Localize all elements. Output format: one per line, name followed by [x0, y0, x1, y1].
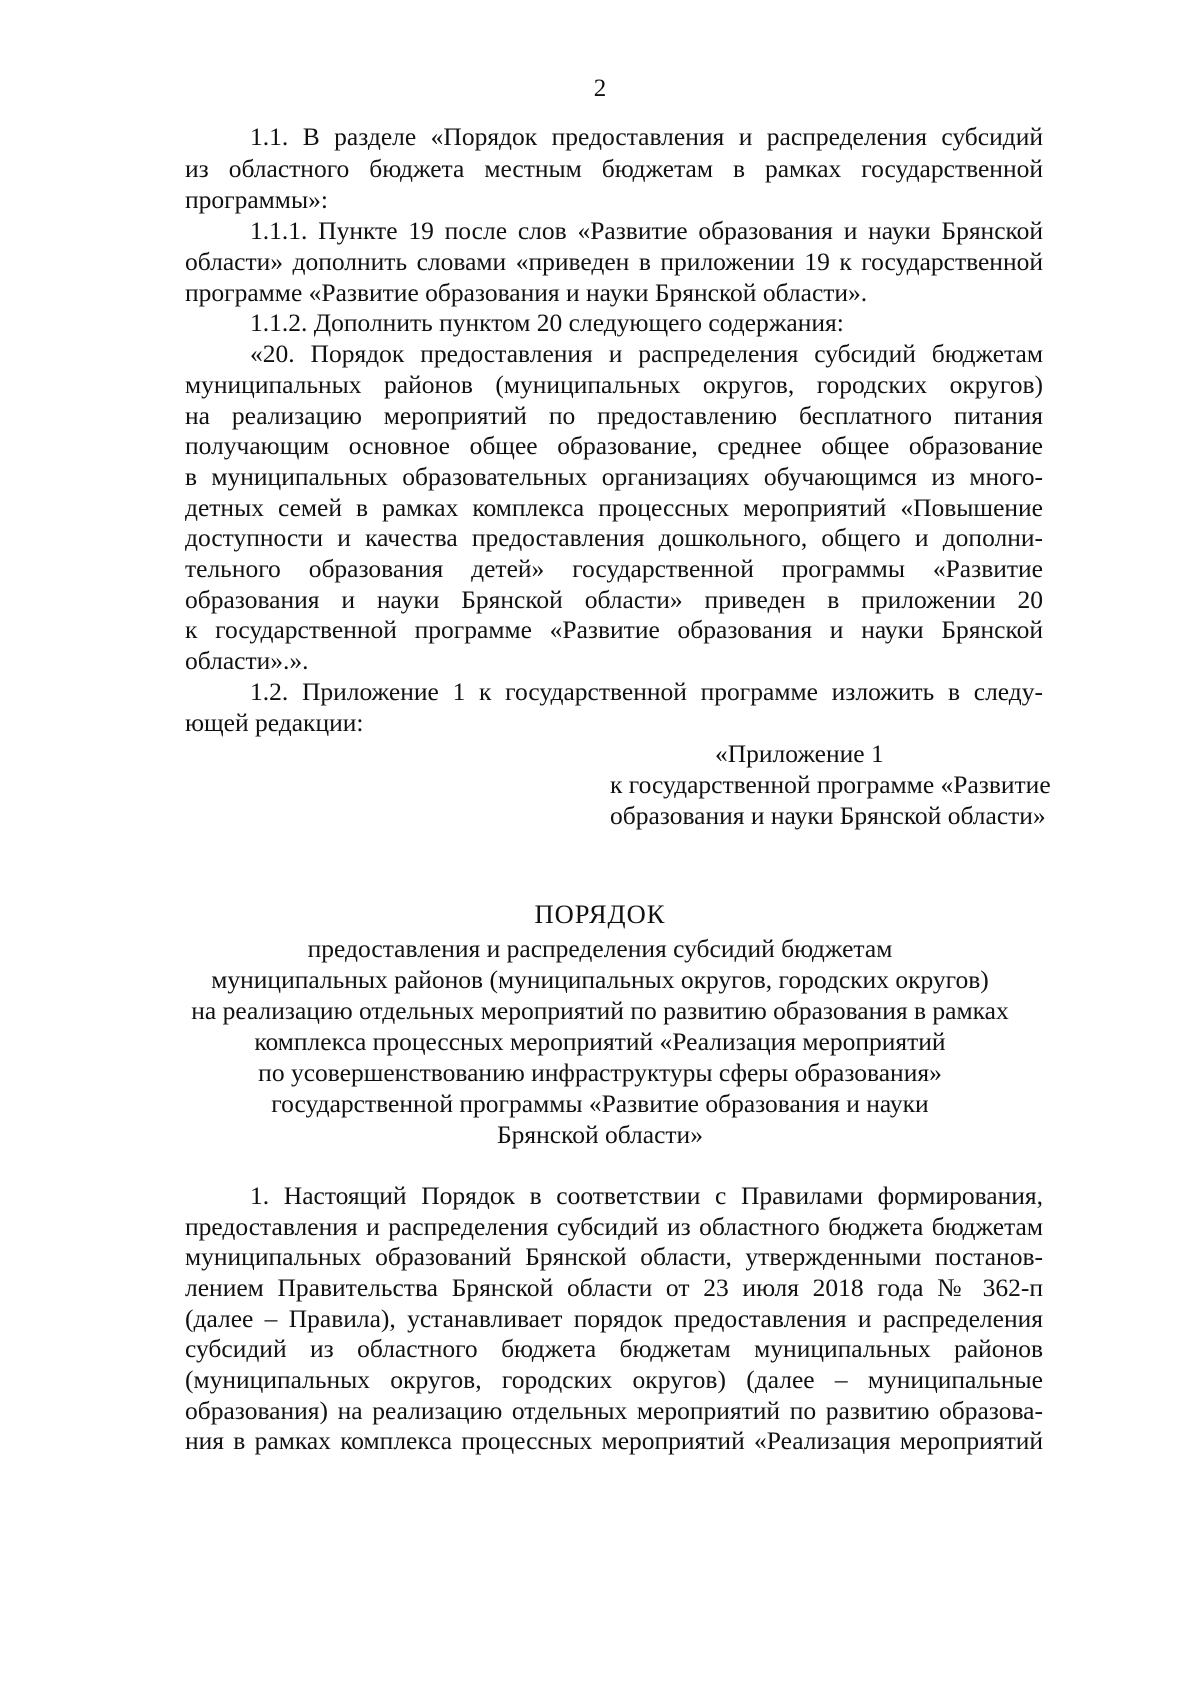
paragraph-line: доступности и качества предоставления дошкольного, общего и дополни- — [185, 523, 1043, 552]
paragraph-line: муниципальных образований Брянской области, утвержденными постанов- — [185, 1242, 1043, 1271]
paragraph-line: лением Правительства Брянской области от 23 июля 2018 года № 362-п — [185, 1273, 1043, 1302]
paragraph-line: «20. Порядок предоставления и распределения субсидий бюджетам — [250, 339, 1043, 368]
paragraph-line: области».». — [185, 646, 309, 675]
paragraph-line: области» дополнить словами «приведен в приложении 19 к государственной — [185, 247, 1043, 276]
page-number: 2 — [593, 75, 607, 102]
paragraph-line: 1.1.1. Пункте 19 после слов «Развитие образования и науки Брянской — [250, 216, 1043, 245]
order-subtitle-line: на реализацию отдельных мероприятий по развитию образования в рамках — [191, 996, 1009, 1025]
paragraph-line: в муниципальных образовательных организациях обучающимся из много- — [185, 462, 1043, 491]
appendix-line: к государственной программе «Развитие — [610, 770, 1051, 799]
order-subtitle-line: муниципальных районов (муниципальных округов, городских округов) — [211, 965, 989, 994]
paragraph-line: из областного бюджета местным бюджетам в рамках государственной — [185, 154, 1043, 183]
paragraph-line: программе «Развитие образования и науки Брянской области». — [185, 278, 868, 307]
paragraph-line: программы»: — [185, 185, 328, 214]
order-subtitle-line: государственной программы «Развитие образования и науки — [271, 1089, 929, 1118]
paragraph-line: тельного образования детей» государственной программы «Развитие — [185, 554, 1043, 583]
paragraph-line: 1.1.2. Дополнить пунктом 20 следующего содержания: — [250, 308, 844, 337]
paragraph-line: 1. Настоящий Порядок в соответствии с Правилами формирования, — [250, 1181, 1043, 1210]
paragraph-line: детных семей в рамках комплекса процессных мероприятий «Повышение — [185, 493, 1043, 522]
paragraph-line: (далее – Правила), устанавливает порядок предоставления и распределения — [185, 1304, 1043, 1333]
order-subtitle-line: комплекса процессных мероприятий «Реализация мероприятий — [254, 1027, 946, 1056]
paragraph-line: образования) на реализацию отдельных мероприятий по развитию образова- — [185, 1396, 1043, 1425]
paragraph-line: на реализацию мероприятий по предоставлению бесплатного питания — [185, 401, 1043, 430]
paragraph-line: образования и науки Брянской области» приведен в приложении 20 — [185, 585, 1043, 614]
order-title: ПОРЯДОК — [534, 899, 666, 929]
paragraph-line: 1.2. Приложение 1 к государственной программе изложить в следу- — [250, 677, 1043, 706]
paragraph-line: ния в рамках комплекса процессных мероприятий «Реализация мероприятий — [185, 1426, 1043, 1455]
appendix-line: образования и науки Брянской области» — [610, 801, 1046, 830]
order-subtitle-line: по усовершенствованию инфраструктуры сферы образования» — [258, 1058, 942, 1087]
paragraph-line: предоставления и распределения субсидий из областного бюджета бюджетам — [185, 1212, 1043, 1241]
paragraph-line: к государственной программе «Развитие образования и науки Брянской — [185, 615, 1043, 644]
paragraph-line: муниципальных районов (муниципальных округов, городских округов) — [185, 370, 1043, 399]
paragraph-line: субсидий из областного бюджета бюджетам муниципальных районов — [185, 1334, 1043, 1363]
paragraph-line: ющей редакции: — [185, 708, 364, 737]
appendix-heading: «Приложение 1 — [715, 739, 884, 768]
paragraph-line: получающим основное общее образование, среднее общее образование — [185, 431, 1043, 460]
paragraph-line: 1.1. В разделе «Порядок предоставления и распределения субсидий — [250, 122, 1043, 151]
order-subtitle-line: предоставления и распределения субсидий бюджетам — [307, 934, 893, 963]
paragraph-line: (муниципальных округов, городских округов) (далее – муниципальные — [185, 1365, 1043, 1394]
order-subtitle-line: Брянской области» — [497, 1120, 703, 1149]
